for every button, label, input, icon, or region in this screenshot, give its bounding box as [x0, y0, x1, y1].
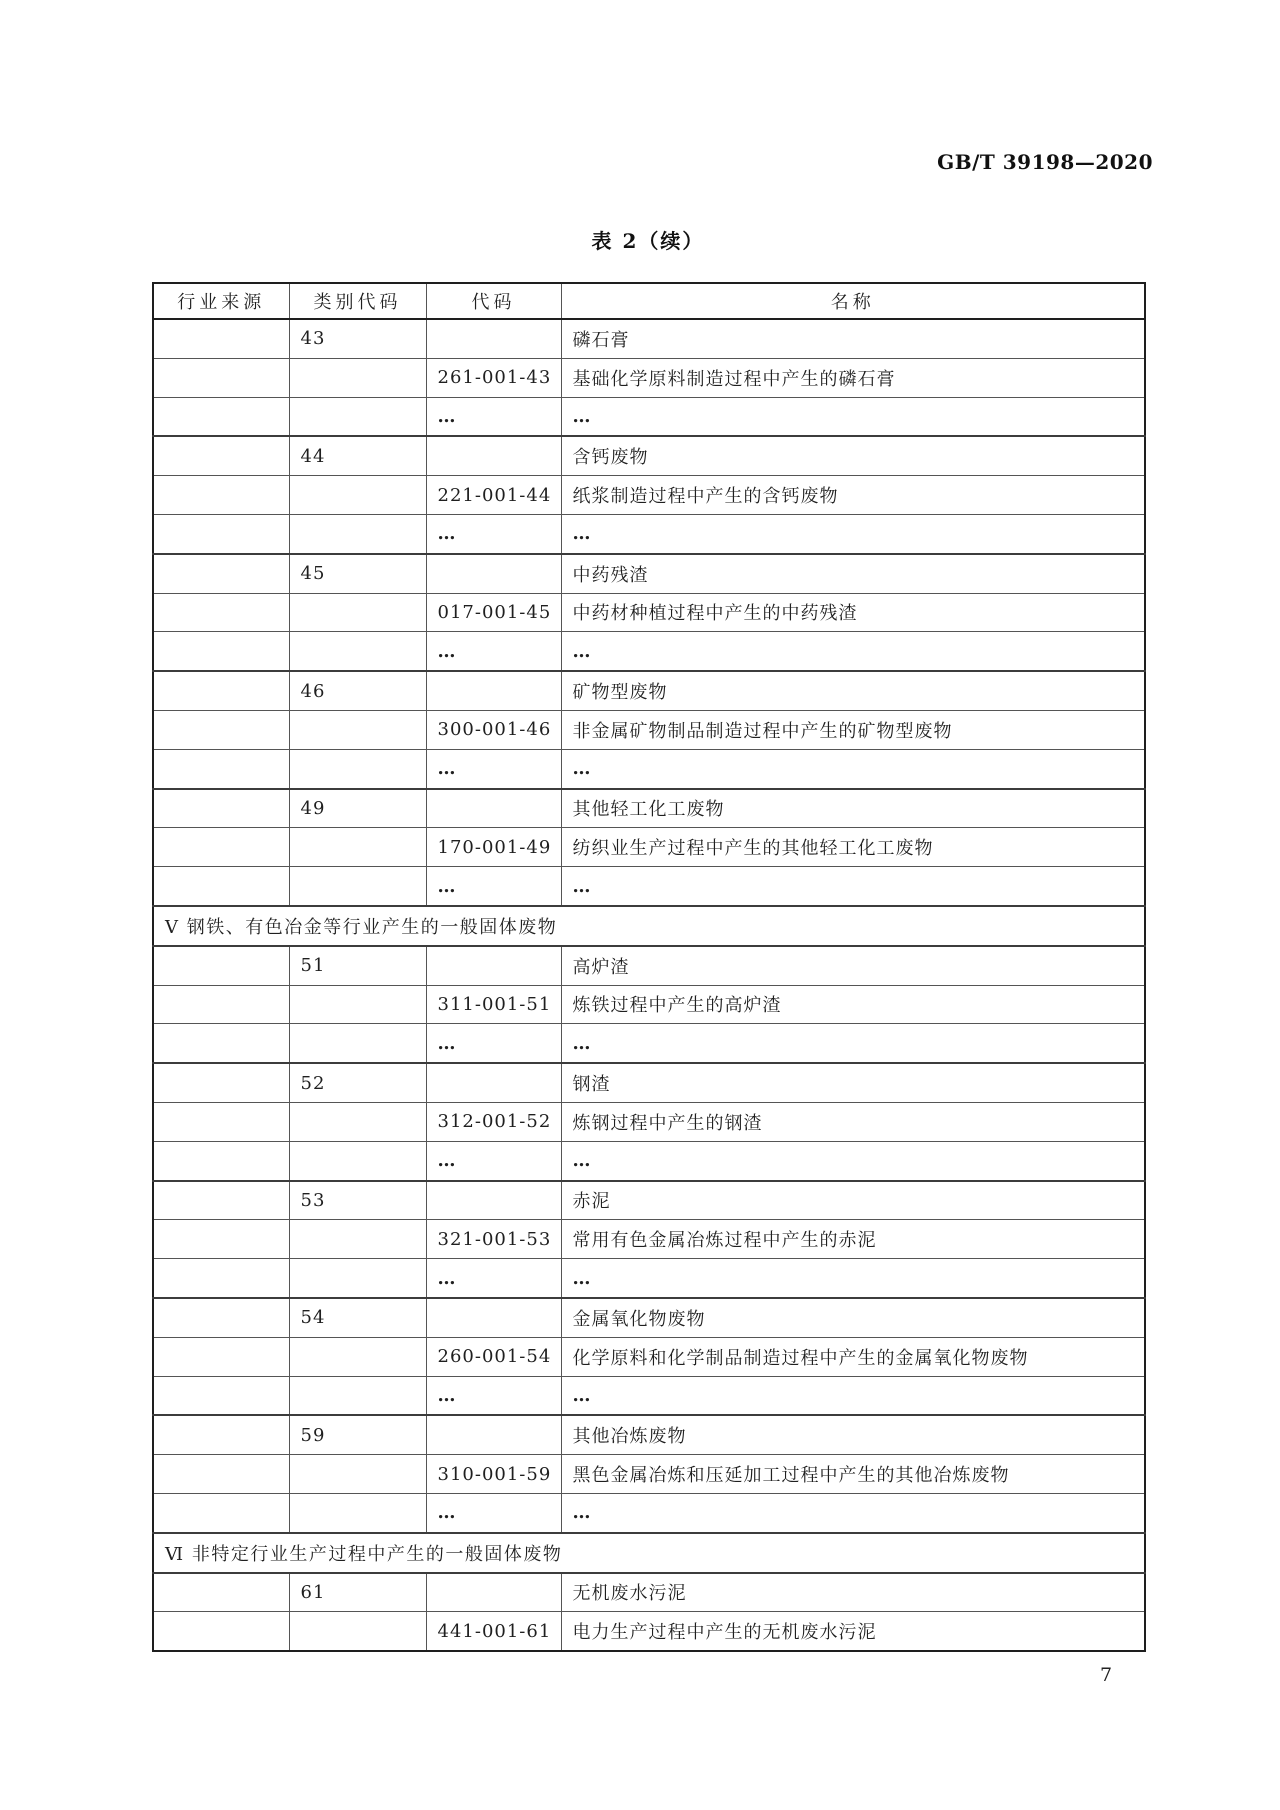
industry-source-cell: [153, 476, 289, 515]
code-cell: 261-001-43: [426, 358, 561, 397]
name-cell: …: [561, 1259, 1145, 1298]
industry-source-cell: [153, 358, 289, 397]
header-industry-source: 行业来源: [153, 283, 289, 319]
code-cell: 311-001-51: [426, 985, 561, 1024]
industry-source-cell: [153, 1141, 289, 1180]
name-cell: …: [561, 514, 1145, 553]
industry-source-cell: [153, 1415, 289, 1454]
table-row: [153, 1063, 1145, 1102]
table-row: [153, 710, 1145, 749]
industry-source-cell: [153, 554, 289, 593]
name-cell: 炼铁过程中产生的高炉渣: [561, 985, 1145, 1024]
category-code-cell: [289, 1102, 426, 1141]
industry-source-cell: [153, 946, 289, 985]
name-cell: 其他轻工化工废物: [561, 789, 1145, 828]
table-row: [153, 1337, 1145, 1376]
table-body: [153, 319, 1145, 1651]
name-cell: 赤泥: [561, 1181, 1145, 1220]
code-cell: 312-001-52: [426, 1102, 561, 1141]
code-cell: 170-001-49: [426, 828, 561, 867]
section-label: Ⅴ 钢铁、有色冶金等行业产生的一般固体废物: [153, 906, 1145, 946]
table-row: [153, 946, 1145, 985]
industry-source-cell: [153, 1298, 289, 1337]
code-cell: 221-001-44: [426, 476, 561, 515]
industry-source-cell: [153, 1220, 289, 1259]
table-row: [153, 1141, 1145, 1180]
name-cell: 无机废水污泥: [561, 1573, 1145, 1612]
table-row: [153, 514, 1145, 553]
category-code-cell: [289, 397, 426, 436]
table-row: [153, 867, 1145, 906]
category-code-cell: [289, 1612, 426, 1651]
category-code-cell: 44: [289, 436, 426, 475]
page-number: 7: [1100, 1664, 1113, 1686]
industry-source-cell: [153, 1573, 289, 1612]
name-cell: 黑色金属冶炼和压延加工过程中产生的其他冶炼废物: [561, 1455, 1145, 1494]
category-code-cell: [289, 1259, 426, 1298]
name-cell: …: [561, 632, 1145, 671]
name-cell: …: [561, 1141, 1145, 1180]
table-row: [153, 1612, 1145, 1651]
industry-source-cell: [153, 1024, 289, 1063]
code-cell: [426, 1063, 561, 1102]
code-cell: …: [426, 867, 561, 906]
name-cell: 纸浆制造过程中产生的含钙废物: [561, 476, 1145, 515]
category-code-cell: 49: [289, 789, 426, 828]
waste-classification-table: [152, 282, 1146, 1652]
industry-source-cell: [153, 1337, 289, 1376]
category-code-cell: 45: [289, 554, 426, 593]
table-row: [153, 1181, 1145, 1220]
code-cell: [426, 319, 561, 358]
code-cell: …: [426, 632, 561, 671]
category-code-cell: 51: [289, 946, 426, 985]
table-row: [153, 1455, 1145, 1494]
name-cell: …: [561, 1376, 1145, 1415]
code-cell: 017-001-45: [426, 593, 561, 632]
name-cell: 矿物型废物: [561, 671, 1145, 710]
table-row: [153, 1573, 1145, 1612]
code-cell: …: [426, 1376, 561, 1415]
industry-source-cell: [153, 749, 289, 788]
table-row: [153, 1024, 1145, 1063]
table-row: [153, 1220, 1145, 1259]
category-code-cell: [289, 1455, 426, 1494]
industry-source-cell: [153, 1259, 289, 1298]
code-cell: 300-001-46: [426, 710, 561, 749]
table-row: [153, 671, 1145, 710]
code-cell: 310-001-59: [426, 1455, 561, 1494]
name-cell: 化学原料和化学制品制造过程中产生的金属氧化物废物: [561, 1337, 1145, 1376]
category-code-cell: [289, 867, 426, 906]
category-code-cell: [289, 710, 426, 749]
code-cell: 441-001-61: [426, 1612, 561, 1651]
table-row: [153, 397, 1145, 436]
industry-source-cell: [153, 319, 289, 358]
table-row: [153, 985, 1145, 1024]
code-cell: [426, 1415, 561, 1454]
category-code-cell: 59: [289, 1415, 426, 1454]
table-row: [153, 1259, 1145, 1298]
code-cell: [426, 554, 561, 593]
code-cell: [426, 789, 561, 828]
industry-source-cell: [153, 828, 289, 867]
table-row: [153, 1493, 1145, 1532]
table-title: 表 2（续）: [591, 229, 705, 253]
header-category-code: 类别代码: [289, 283, 426, 319]
industry-source-cell: [153, 632, 289, 671]
name-cell: 含钙废物: [561, 436, 1145, 475]
category-code-cell: [289, 632, 426, 671]
category-code-cell: [289, 1376, 426, 1415]
category-code-cell: [289, 828, 426, 867]
header-name: 名称: [561, 283, 1145, 319]
table-row: [153, 828, 1145, 867]
category-code-cell: [289, 749, 426, 788]
name-cell: 磷石膏: [561, 319, 1145, 358]
table-row: [153, 593, 1145, 632]
name-cell: …: [561, 1493, 1145, 1532]
name-cell: …: [561, 1024, 1145, 1063]
industry-source-cell: [153, 789, 289, 828]
industry-source-cell: [153, 1181, 289, 1220]
industry-source-cell: [153, 671, 289, 710]
industry-source-cell: [153, 710, 289, 749]
industry-source-cell: [153, 593, 289, 632]
table-row: [153, 436, 1145, 475]
table-header: [153, 283, 1145, 319]
table-row: [153, 358, 1145, 397]
code-cell: …: [426, 1024, 561, 1063]
code-cell: …: [426, 1259, 561, 1298]
category-code-cell: [289, 1024, 426, 1063]
category-code-cell: [289, 514, 426, 553]
code-cell: [426, 671, 561, 710]
code-cell: …: [426, 397, 561, 436]
section-header-row: [153, 906, 1145, 946]
industry-source-cell: [153, 397, 289, 436]
category-code-cell: [289, 358, 426, 397]
table-row: [153, 476, 1145, 515]
table-row: [153, 554, 1145, 593]
table-row: [153, 1376, 1145, 1415]
name-cell: …: [561, 749, 1145, 788]
industry-source-cell: [153, 1493, 289, 1532]
name-cell: 高炉渣: [561, 946, 1145, 985]
category-code-cell: [289, 1493, 426, 1532]
name-cell: 其他冶炼废物: [561, 1415, 1145, 1454]
category-code-cell: [289, 476, 426, 515]
industry-source-cell: [153, 867, 289, 906]
table-row: [153, 1102, 1145, 1141]
table-row: [153, 319, 1145, 358]
table-row: [153, 1415, 1145, 1454]
code-cell: …: [426, 749, 561, 788]
code-cell: [426, 436, 561, 475]
name-cell: 中药材种植过程中产生的中药残渣: [561, 593, 1145, 632]
code-cell: 260-001-54: [426, 1337, 561, 1376]
industry-source-cell: [153, 436, 289, 475]
category-code-cell: [289, 1220, 426, 1259]
code-cell: [426, 1181, 561, 1220]
table-row: [153, 749, 1145, 788]
header-row: [153, 283, 1145, 319]
name-cell: 常用有色金属冶炼过程中产生的赤泥: [561, 1220, 1145, 1259]
category-code-cell: [289, 593, 426, 632]
table-row: [153, 632, 1145, 671]
industry-source-cell: [153, 514, 289, 553]
name-cell: 基础化学原料制造过程中产生的磷石膏: [561, 358, 1145, 397]
code-cell: [426, 1573, 561, 1612]
code-cell: [426, 1298, 561, 1337]
industry-source-cell: [153, 1102, 289, 1141]
code-cell: 321-001-53: [426, 1220, 561, 1259]
industry-source-cell: [153, 985, 289, 1024]
table-row: [153, 1298, 1145, 1337]
code-cell: …: [426, 514, 561, 553]
category-code-cell: 46: [289, 671, 426, 710]
name-cell: 纺织业生产过程中产生的其他轻工化工废物: [561, 828, 1145, 867]
name-cell: 金属氧化物废物: [561, 1298, 1145, 1337]
name-cell: 非金属矿物制品制造过程中产生的矿物型废物: [561, 710, 1145, 749]
name-cell: …: [561, 867, 1145, 906]
name-cell: 电力生产过程中产生的无机废水污泥: [561, 1612, 1145, 1651]
category-code-cell: 61: [289, 1573, 426, 1612]
standard-number: GB/T 39198—2020: [937, 150, 1153, 174]
name-cell: 炼钢过程中产生的钢渣: [561, 1102, 1145, 1141]
category-code-cell: [289, 1337, 426, 1376]
category-code-cell: 43: [289, 319, 426, 358]
category-code-cell: [289, 1141, 426, 1180]
industry-source-cell: [153, 1612, 289, 1651]
category-code-cell: [289, 985, 426, 1024]
header-code: 代码: [426, 283, 561, 319]
code-cell: …: [426, 1141, 561, 1180]
industry-source-cell: [153, 1063, 289, 1102]
category-code-cell: 53: [289, 1181, 426, 1220]
industry-source-cell: [153, 1376, 289, 1415]
industry-source-cell: [153, 1455, 289, 1494]
code-cell: …: [426, 1493, 561, 1532]
category-code-cell: 52: [289, 1063, 426, 1102]
table-row: [153, 789, 1145, 828]
category-code-cell: 54: [289, 1298, 426, 1337]
code-cell: [426, 946, 561, 985]
name-cell: 钢渣: [561, 1063, 1145, 1102]
name-cell: 中药残渣: [561, 554, 1145, 593]
section-header-row: [153, 1533, 1145, 1573]
name-cell: …: [561, 397, 1145, 436]
section-label: Ⅵ 非特定行业生产过程中产生的一般固体废物: [153, 1533, 1145, 1573]
